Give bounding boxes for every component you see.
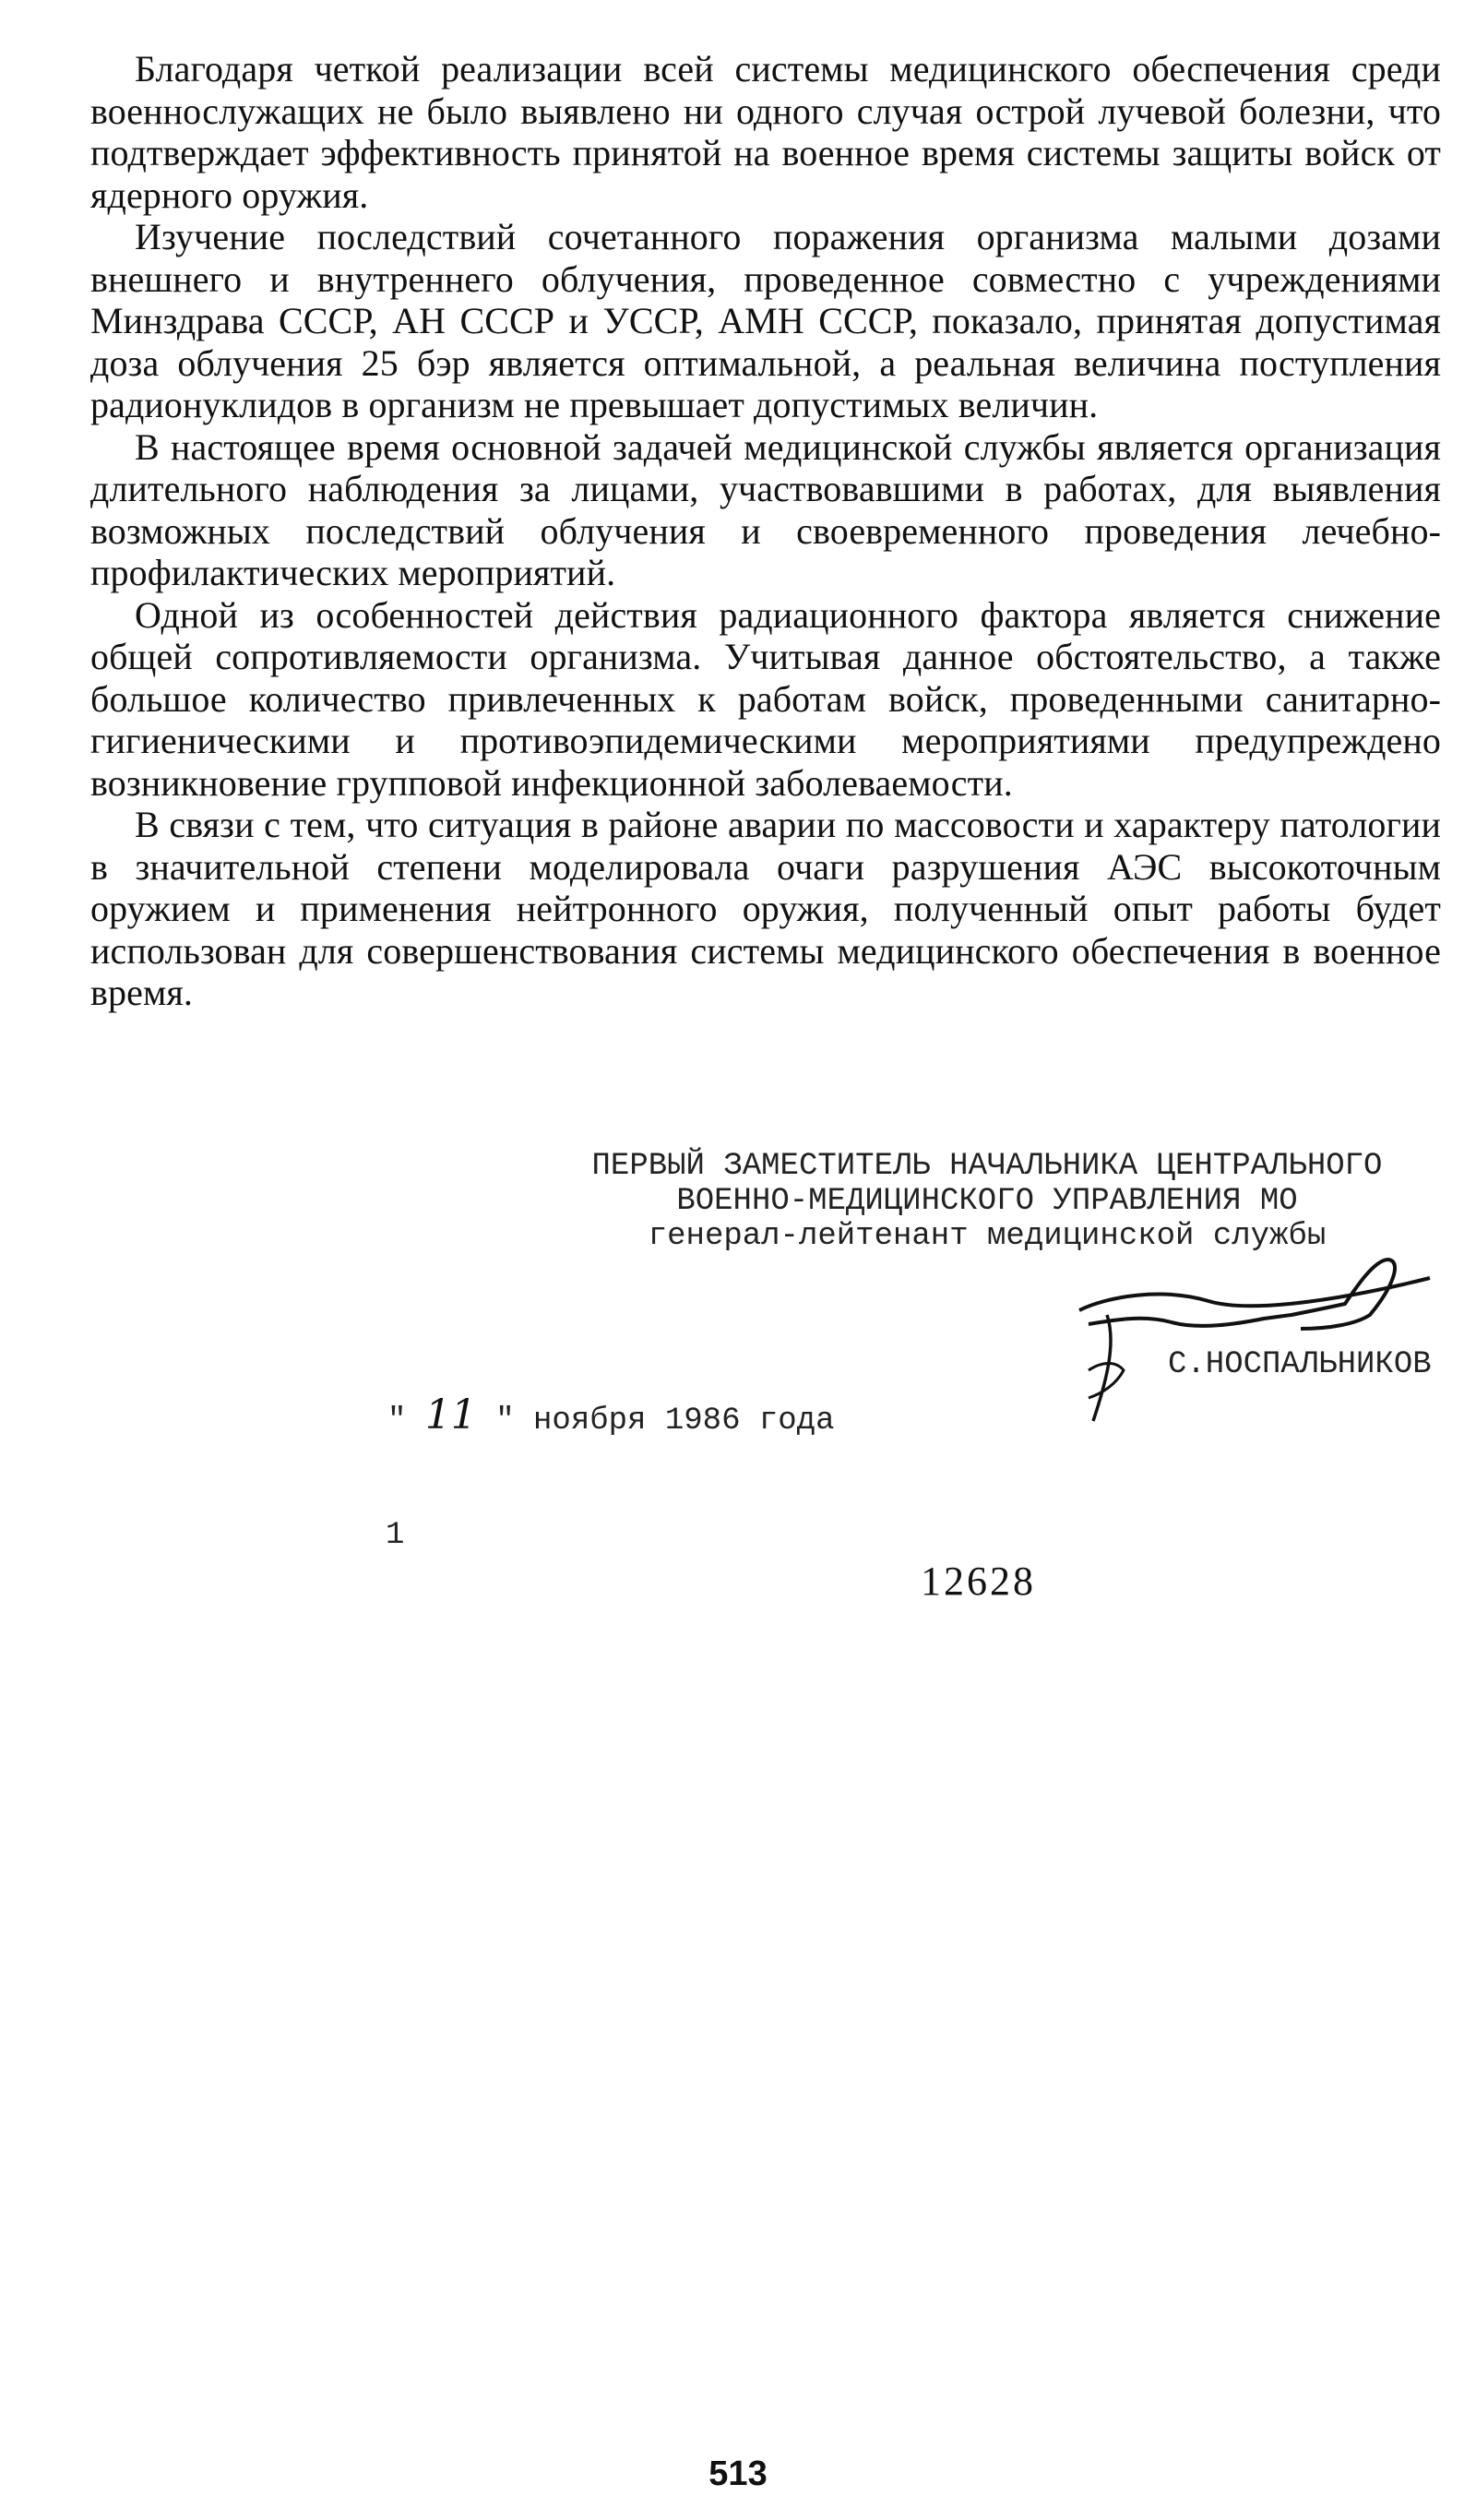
date-open-quote: " [387,1403,407,1439]
paragraph-2: Изучение последствий сочетанного поражения организма малыми дозами внешнего и внутреннего облучения, проведенное совместно с учреждениями Минздрава СССР, АН СССР и УССР, АМН СССР, показало, принятая допустимая доза облучения 25 бэр является оптимальной, а реальная величина поступления радионуклидов в организм не превышает допустимых величин. [90,216,1441,425]
date-day: 11 [424,1391,477,1439]
date-month-year: ноября 1986 года [533,1403,835,1439]
signatory-title-line-2: ВОЕННО-МЕДИЦИНСКОГО УПРАВЛЕНИЯ МО [676,1184,1298,1219]
document-body [90,48,1441,1014]
signatory-name: С.НОСПАЛЬНИКОВ [1168,1347,1432,1382]
document-number: 12628 [921,1559,1036,1604]
paragraph-1: Благодаря четкой реализации всей системы медицинского обеспечения среди военнослужащих не было выявлено ни одного случая острой лучевой болезни, что подтверждает эффективность принятой на военное время системы защиты войск от ядерного оружия. [90,48,1441,216]
document-date [387,1391,834,1439]
handwritten-signature [1052,1223,1439,1435]
copy-mark: 1 [386,1518,405,1553]
paragraph-4: Одной из особенностей действия радиационного фактора является снижение общей сопротивляемости организма. Учитывая данное обстоятельство, а также большое количество привлеченных к работам войск, проведенными санитарно-гигиеническими и противоэпидемическими мероприятиями предупреждено возникновение групповой инфекционной заболеваемости. [90,593,1441,804]
paragraph-3: В настоящее время основной задачей медицинской службы является организация длительного наблюдения за лицами, участвовавшими в работах, для выявления возможных последствий облучения и своевременного проведения лечебно-профилактических мероприятий. [90,425,1441,593]
signatory-rank-line: генерал-лейтенант медицинской службы [648,1219,1327,1254]
date-close-quote: " [495,1403,515,1439]
paragraph-5: В связи с тем, что ситуация в районе аварии по массовости и характеру патологии в значительной степени моделировала очаги разрушения АЭС высокоточным оружием и применения нейтронного оружия, полученный опыт работы будет использован для совершенствования системы медицинского обеспечения в военное время. [90,804,1441,1013]
signatory-title-line-1: ПЕРВЫЙ ЗАМЕСТИТЕЛЬ НАЧАЛЬНИКА ЦЕНТРАЛЬНОГО [591,1149,1383,1184]
page-number: 513 [708,2454,768,2493]
